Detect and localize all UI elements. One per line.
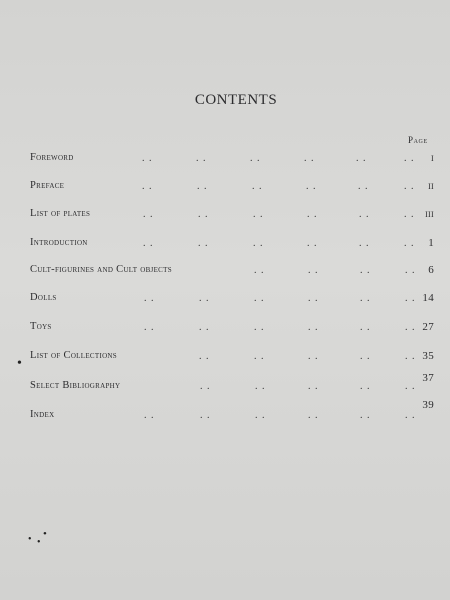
- toc-entry-list-of-plates: [30, 208, 434, 224]
- dot-leader: . .: [253, 209, 264, 220]
- dot-leader: . .: [254, 322, 265, 333]
- dot-leader: . .: [358, 181, 369, 192]
- dot-leader: . .: [254, 351, 265, 362]
- toc-entry-label: List of plates: [30, 208, 91, 219]
- dot-leader: . .: [405, 351, 416, 362]
- ink-speck: •: [37, 537, 41, 548]
- toc-entry-label: Foreword: [30, 152, 74, 163]
- dot-leader: . .: [360, 322, 371, 333]
- dot-leader: . .: [143, 238, 154, 249]
- dot-leader: . .: [142, 153, 153, 164]
- dot-leader: . .: [307, 238, 318, 249]
- dot-leader: . .: [198, 209, 209, 220]
- dot-leader: . .: [359, 238, 370, 249]
- dot-leader: . .: [308, 322, 319, 333]
- dot-leader: . .: [308, 293, 319, 304]
- toc-entry-page: 37: [422, 372, 434, 384]
- toc-entry-page: 35: [422, 350, 434, 362]
- toc-entry-toys: [30, 321, 434, 337]
- dot-leader: . .: [307, 209, 318, 220]
- ink-speck: •: [17, 356, 22, 371]
- dot-leader: . .: [404, 209, 415, 220]
- dot-leader: . .: [308, 410, 319, 421]
- dot-leader: . .: [200, 410, 211, 421]
- dot-leader: . .: [198, 238, 209, 249]
- dot-leader: . .: [144, 322, 155, 333]
- toc-entry-page: 14: [422, 292, 434, 304]
- dot-leader: . .: [308, 381, 319, 392]
- dot-leader: . .: [405, 381, 416, 392]
- dot-leader: . .: [405, 322, 416, 333]
- toc-entry-label: Dolls: [30, 292, 57, 303]
- page-column-heading: Page: [408, 135, 428, 145]
- dot-leader: . .: [360, 410, 371, 421]
- dot-leader: . .: [144, 410, 155, 421]
- dot-leader: . .: [360, 351, 371, 362]
- toc-entry-page: 1: [428, 237, 434, 249]
- toc-entry-label: Toys: [30, 321, 52, 332]
- toc-entry-preface: [30, 180, 434, 196]
- dot-leader: . .: [144, 293, 155, 304]
- toc-entry-dolls: [30, 292, 434, 308]
- dot-leader: . .: [199, 293, 210, 304]
- dot-leader: . .: [199, 351, 210, 362]
- toc-entry-page: 27: [422, 321, 434, 333]
- toc-entry-cult-figurines: [30, 264, 434, 280]
- dot-leader: . .: [252, 181, 263, 192]
- dot-leader: . .: [200, 381, 211, 392]
- toc-entry-label: List of Collections: [30, 350, 117, 361]
- dot-leader: . .: [250, 153, 261, 164]
- dot-leader: . .: [255, 381, 266, 392]
- toc-entry-page: 6: [428, 264, 434, 276]
- toc-entry-page: iii: [425, 208, 434, 220]
- toc-entry-label: Cult-figurines and Cult objects: [30, 264, 172, 275]
- dot-leader: . .: [405, 410, 416, 421]
- dot-leader: . .: [360, 293, 371, 304]
- dot-leader: . .: [304, 153, 315, 164]
- dot-leader: . .: [359, 209, 370, 220]
- dot-leader: . .: [197, 181, 208, 192]
- toc-entry-index: [30, 399, 434, 425]
- dot-leader: . .: [360, 381, 371, 392]
- dot-leader: . .: [142, 181, 153, 192]
- page-title: CONTENTS: [194, 92, 278, 108]
- dot-leader: . .: [306, 181, 317, 192]
- dot-leader: . .: [143, 209, 154, 220]
- dot-leader: . .: [255, 410, 266, 421]
- toc-entry-label: Preface: [30, 180, 65, 191]
- toc-entry-page: 39: [422, 399, 434, 411]
- toc-entry-list-of-collections: [30, 350, 434, 366]
- dot-leader: . .: [254, 265, 265, 276]
- dot-leader: . .: [308, 351, 319, 362]
- dot-leader: . .: [405, 293, 416, 304]
- dot-leader: . .: [356, 153, 367, 164]
- dot-leader: . .: [308, 265, 319, 276]
- toc-entry-introduction: [30, 237, 434, 253]
- dot-leader: . .: [405, 265, 416, 276]
- ink-speck: •: [43, 528, 47, 540]
- toc-entry-label: Select Bibliography: [30, 380, 121, 391]
- toc-entry-foreword: [30, 152, 434, 168]
- dot-leader: . .: [404, 181, 415, 192]
- toc-entry-select-bibliography: [30, 372, 434, 396]
- dot-leader: . .: [199, 322, 210, 333]
- dot-leader: . .: [253, 238, 264, 249]
- ink-speck: •: [28, 534, 32, 545]
- dot-leader: . .: [404, 153, 415, 164]
- dot-leader: . .: [254, 293, 265, 304]
- toc-entry-label: Index: [30, 409, 55, 420]
- toc-entry-page: ii: [428, 180, 434, 192]
- dot-leader: . .: [360, 265, 371, 276]
- toc-entry-page: i: [431, 152, 434, 164]
- dot-leader: . .: [196, 153, 207, 164]
- dot-leader: . .: [404, 238, 415, 249]
- toc-entry-label: Introduction: [30, 237, 88, 248]
